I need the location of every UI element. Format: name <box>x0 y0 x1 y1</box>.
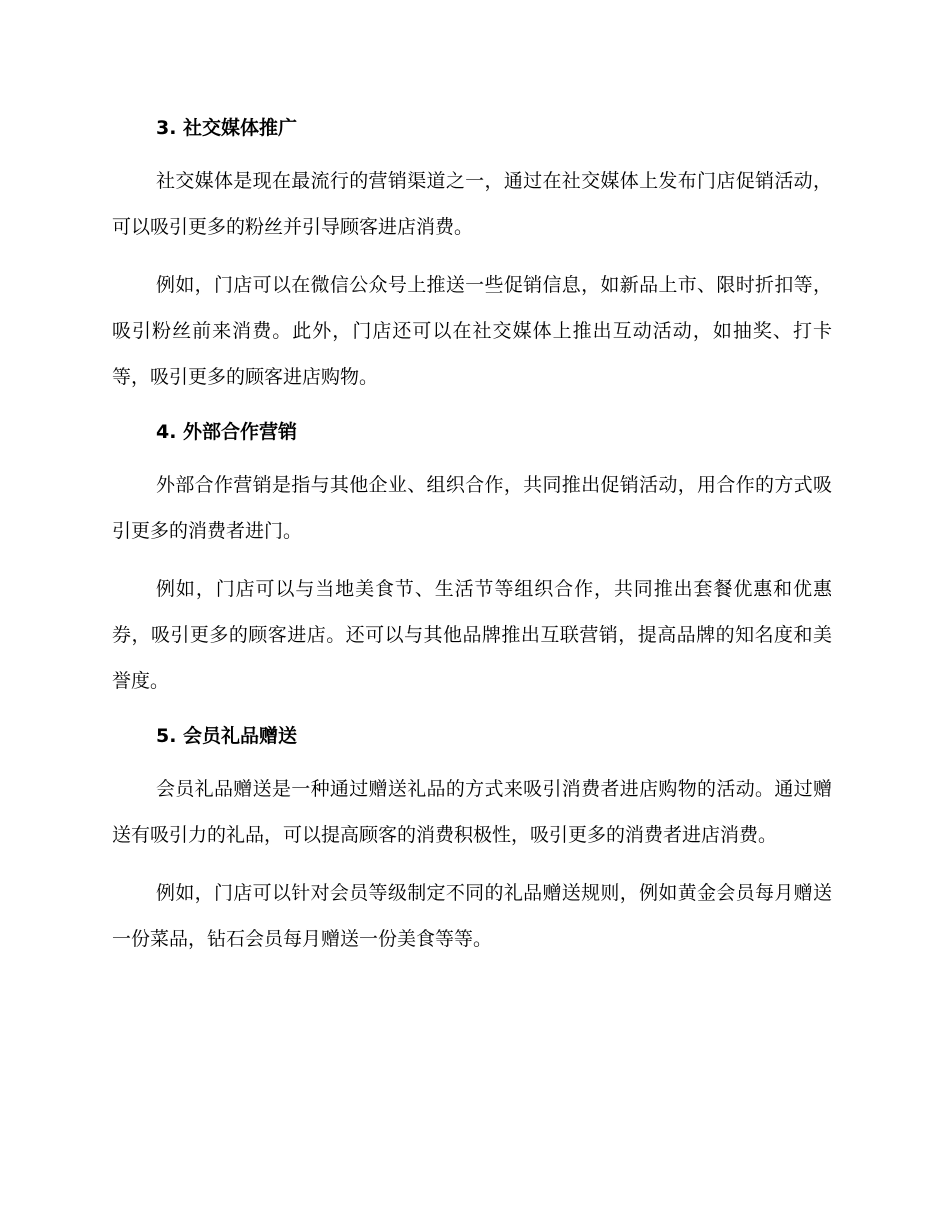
section-external-cooperation <box>112 412 832 704</box>
section-heading: 5. 会员礼品赠送 <box>156 725 298 747</box>
paragraph: 社交媒体是现在最流行的营销渠道之一，通过在社交媒体上发布门店促销活动，可以吸引更多的粉丝并引导顾客进店消费。 <box>112 170 832 238</box>
section-social-media <box>112 108 832 400</box>
paragraph: 会员礼品赠送是一种通过赠送礼品的方式来吸引消费者进店购物的活动。通过赠送有吸引力的礼品，可以提高顾客的消费积极性，吸引更多的消费者进店消费。 <box>112 778 832 846</box>
section-member-gifts <box>112 716 832 962</box>
paragraph: 例如，门店可以与当地美食节、生活节等组织合作，共同推出套餐优惠和优惠券，吸引更多的顾客进店。还可以与其他品牌推出互联营销，提高品牌的知名度和美誉度。 <box>112 578 832 692</box>
paragraph: 外部合作营销是指与其他企业、组织合作，共同推出促销活动，用合作的方式吸引更多的消费者进门。 <box>112 474 832 542</box>
document-body <box>112 108 832 974</box>
section-heading: 3. 社交媒体推广 <box>156 117 298 139</box>
paragraph: 例如，门店可以针对会员等级制定不同的礼品赠送规则，例如黄金会员每月赠送一份菜品，钻石会员每月赠送一份美食等等。 <box>112 882 832 950</box>
paragraph: 例如，门店可以在微信公众号上推送一些促销信息，如新品上市、限时折扣等，吸引粉丝前来消费。此外，门店还可以在社交媒体上推出互动活动，如抽奖、打卡等，吸引更多的顾客进店购物。 <box>112 274 832 388</box>
section-heading: 4. 外部合作营销 <box>156 421 298 443</box>
